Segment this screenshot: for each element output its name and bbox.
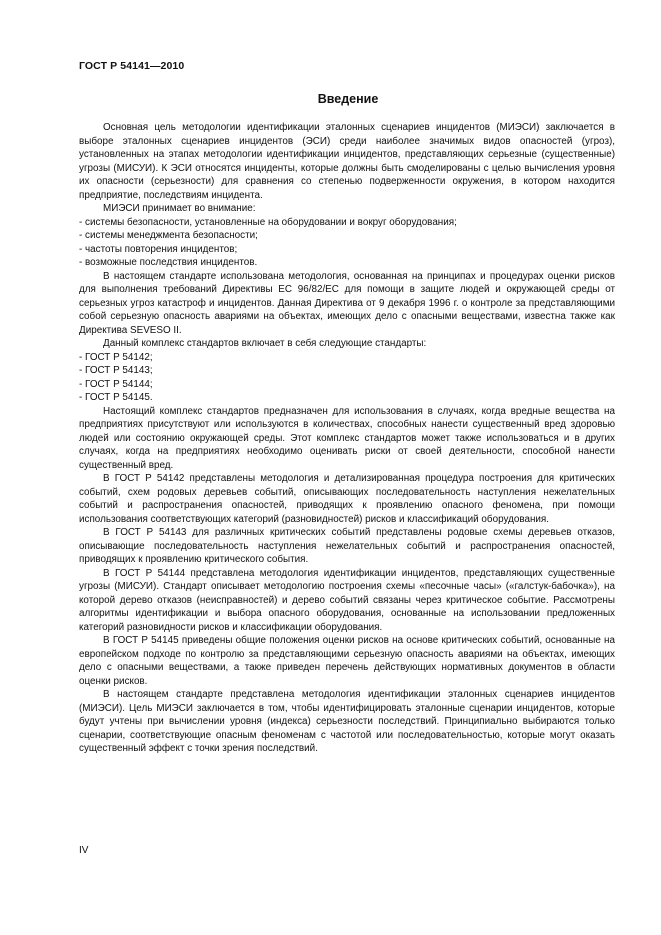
list-item: - ГОСТ Р 54145. bbox=[79, 392, 153, 403]
paragraph: В ГОСТ Р 54142 представлены методология и детализированная процедура построения для критических событий, схем родовых деревьев событий, описывающих последовательность наступления нежелательных событий и распространения опасностей, приводящих к проявлению опасного феномена, при помощи использования соответствующих категорий (разновидностей) рисков и классификаций оборудования. bbox=[79, 473, 615, 525]
paragraph: В ГОСТ Р 54145 приведены общие положения оценки рисков на основе критических событий, основанные на европейском подходе по контролю за представляющими серьезную опасность авариями на объектах, имеющих дело с опасными веществами, а также приведен перечень действующих нормативных документов в области оценки рисков. bbox=[79, 635, 615, 687]
list-item: - возможные последствия инцидентов. bbox=[79, 257, 258, 268]
paragraph: Данный комплекс стандартов включает в себя следующие стандарты: bbox=[103, 338, 427, 349]
paragraph: В ГОСТ Р 54144 представлена методология идентификации инцидентов, представляющих существенные угрозы (МИСУИ). Стандарт описывает методологию построения схемы «песочные часы» («галстук-бабочка»), на которой дерево отказов (неисправностей) и дерево событий связаны через критическое событие. Рассмотрены алгоритмы идентификации и выбора опасного оборудования, основанные на использовании предложенных категорий разновидности рисков и классификации оборудования. bbox=[79, 567, 615, 633]
paragraph: В ГОСТ Р 54143 для различных критических событий представлены родовые схемы деревьев отказов, описывающие последовательность наступления нежелательных событий и распространения опасностей, приводящих к проявлению критического события. bbox=[79, 527, 615, 565]
body-text bbox=[79, 121, 615, 756]
paragraph: В настоящем стандарте использована методология, основанная на принципах и процедурах оценки рисков для выполнения требований Директивы ЕС 96/82/ЕС для помощи в защите людей и окружающей среды от серьезных угроз катастроф и инцидентов. Данная Директива от 9 декабря 1996 г. о контроле за представляющими собой серьезную опасность авариями на объектах, имеющих дело с опасными веществами, известна также как Директива SEVESO II. bbox=[79, 270, 615, 336]
list-item: - ГОСТ Р 54142; bbox=[79, 351, 153, 363]
page-number: IV bbox=[79, 845, 89, 856]
list-item: - ГОСТ Р 54144; bbox=[79, 378, 153, 390]
paragraph: В настоящем стандарте представлена методология идентификации эталонных сценариев инцидентов (МИЭСИ). Цель МИЭСИ заключается в том, чтобы идентифицировать эталонные сценарии инцидентов, которые будут учтены при вычислении уровня (индекса) серьезности последствий. Принципиально выбираются только сценарии, соответствующие опасным феноменам с частотой или последовательностью, которые могут оказать существенный эффект с точки зрения последствий. bbox=[79, 689, 615, 754]
paragraph: МИЭСИ принимает во внимание: bbox=[103, 203, 256, 214]
list-item: - системы менеджмента безопасности; bbox=[79, 230, 258, 241]
paragraph: Основная цель методологии идентификации эталонных сценариев инцидентов (МИЭСИ) заключается в выборе эталонных сценариев инцидентов (ЭСИ) среди наиболее значимых видов опасностей (угроз), установленных на этапах методологии идентификации инцидентов, представляющих серьезные (существенные) угрозы (МИСУИ). К ЭСИ относятся инциденты, которые должны быть смоделированы с целью вычисления уровня их опасности (серьезности) для сравнения со степенью подверженности окружения, в котором находится предприятие, последствиям инцидента. bbox=[79, 122, 615, 201]
section-title: Введение bbox=[317, 92, 379, 106]
document-code: ГОСТ Р 54141—2010 bbox=[79, 60, 185, 72]
list-item: - ГОСТ Р 54143; bbox=[79, 365, 153, 376]
list-item: - частоты повторения инцидентов; bbox=[79, 243, 238, 255]
paragraph: Настоящий комплекс стандартов предназначен для использования в случаях, когда вредные вещества на предприятиях присутствуют или используются в количествах, способных нанести существенный вред здоровью людей или состоянию окружающей среды. Этот комплекс стандартов может также использоваться и в других случаях, когда на предприятиях необходимо оценивать риски от своей деятельности, способной нанести существенный вред. bbox=[79, 405, 615, 471]
list-item: - системы безопасности, установленные на оборудовании и вокруг оборудования; bbox=[79, 216, 457, 228]
